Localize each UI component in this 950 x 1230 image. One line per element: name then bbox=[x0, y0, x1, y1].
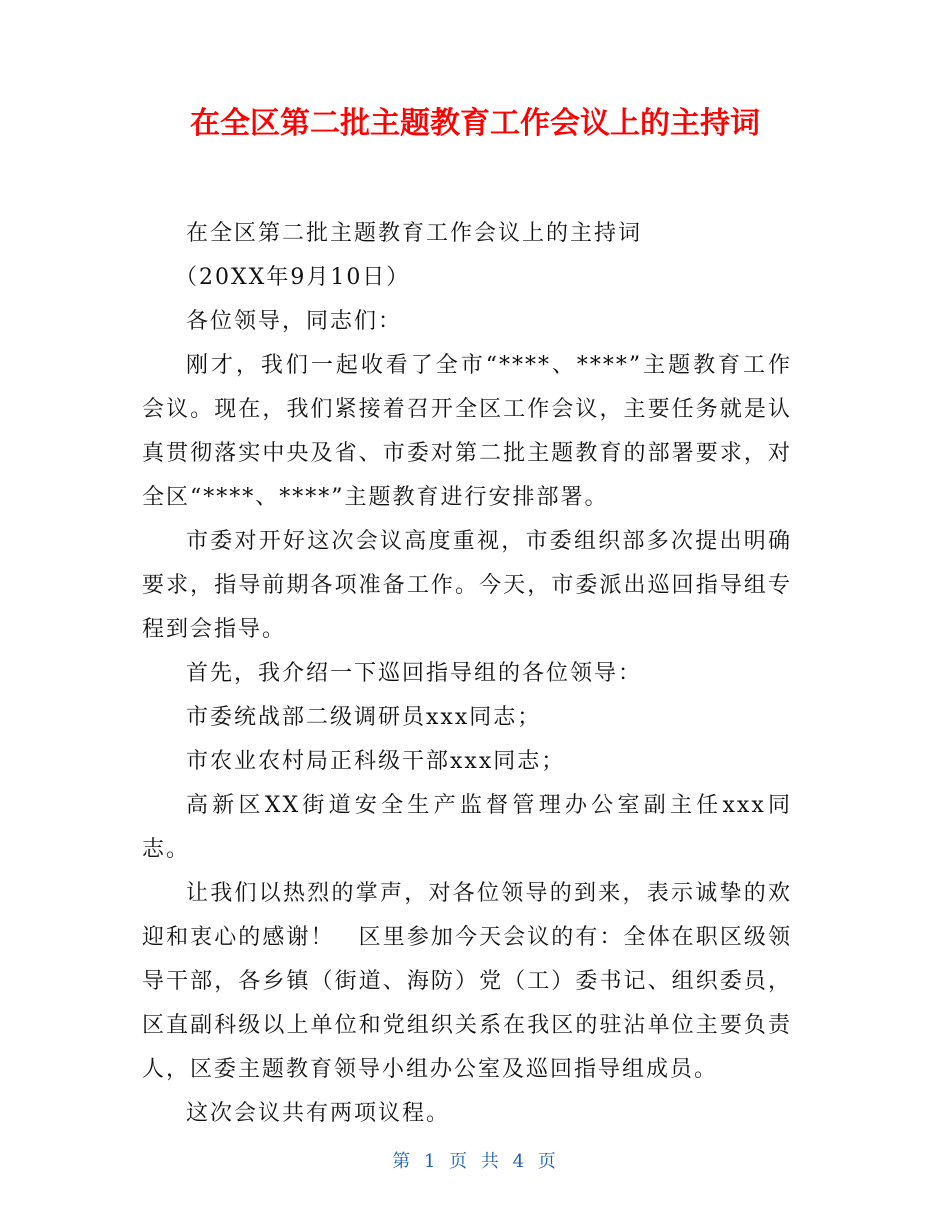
paragraph-list-item: 市委统战部二级调研员xxx同志； bbox=[186, 705, 542, 730]
paragraph-list-item: 高新区XX街道安全生产监督管理办公室副主任xxx同志。 bbox=[142, 793, 792, 862]
document-body bbox=[142, 212, 792, 1136]
footer-total-pages: 4 bbox=[512, 1151, 527, 1172]
footer-page-unit: 页 bbox=[449, 1151, 470, 1172]
paragraph-body: 市委对开好这次会议高度重视，市委组织部多次提出明确要求，指导前期各项准备工作。今天，市委派出巡回指导组专程到会指导。 bbox=[142, 529, 792, 642]
paragraph-subtitle: 在全区第二批主题教育工作会议上的主持词 bbox=[186, 221, 643, 246]
paragraph-body: 首先，我介绍一下巡回指导组的各位领导： bbox=[186, 661, 643, 686]
paragraph-list-item: 市农业农村局正科级干部xxx同志； bbox=[186, 749, 566, 774]
footer-page-label: 第 bbox=[392, 1151, 413, 1172]
paragraph-date: （20XX年9月10日） bbox=[175, 265, 411, 290]
paragraph-greeting: 各位领导，同志们： bbox=[186, 309, 403, 334]
page-title: 在全区第二批主题教育工作会议上的主持词 bbox=[190, 106, 760, 141]
footer-page-number: 1 bbox=[423, 1151, 438, 1172]
paragraph-body: 这次会议共有两项议程。 bbox=[186, 1101, 451, 1126]
page-footer bbox=[0, 1148, 950, 1176]
paragraph-body: 让我们以热烈的掌声，对各位领导的到来，表示诚挚的欢迎和衷心的感谢！ 区里参加今天会议的有：全体在职区级领导干部，各乡镇（街道、海防）党（工）委书记、组织委员，区直副科级以上单位和党组织关系在我区的驻沾单位主要负责人，区委主题教育领导小组办公室及巡回指导组成员。 bbox=[142, 881, 792, 1082]
paragraph-body: 刚才，我们一起收看了全市“****、****”主题教育工作会议。现在，我们紧接着召开全区工作会议，主要任务就是认真贯彻落实中央及省、市委对第二批主题教育的部署要求，对全区“****、****”主题教育进行安排部署。 bbox=[142, 353, 792, 510]
footer-total-unit: 页 bbox=[537, 1151, 558, 1172]
footer-total-label: 共 bbox=[480, 1151, 501, 1172]
